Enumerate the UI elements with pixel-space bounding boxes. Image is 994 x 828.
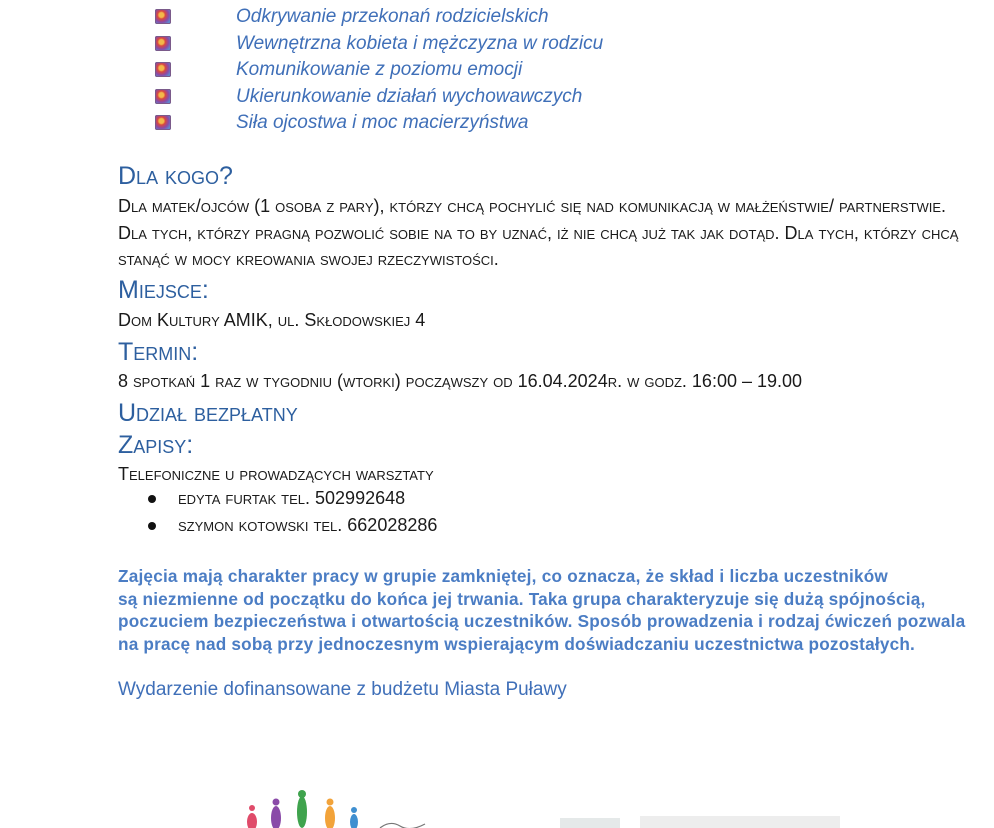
- topic-text: Komunikowanie z poziomu emocji: [236, 59, 523, 80]
- flower-bullet-icon: [155, 9, 171, 24]
- info-line: są niezmienne od początku do końca jej trwania. Taka grupa charakteryzuje się dużą spójnością,: [118, 588, 926, 609]
- flower-bullet-icon: [155, 89, 171, 104]
- topic-text: Wewnętrzna kobieta i mężczyzna w rodzicu: [236, 32, 604, 54]
- organization-logo-icon: [240, 788, 430, 828]
- contact-text: edyta furtak tel. 502992648: [178, 488, 406, 508]
- info-line: poczuciem bezpieczeństwa i otwartością uczestników. Sposób prowadzenia i rodzaj ćwiczeń pozwala: [118, 611, 966, 631]
- for-whom-line: Dla matek/ojców (1 osoba z pary), którzy chcą pochylić się nad komunikacją w małżeństwie/ partnerstwie.: [118, 196, 947, 216]
- info-line: Zajęcia mają charakter pracy w grupie zamkniętej, co oznacza, że skład i liczba uczestników: [118, 566, 888, 586]
- topic-text: Ukierunkowanie działań wychowawczych: [236, 85, 583, 107]
- contact-text: szymon kotowski tel. 662028286: [178, 515, 438, 535]
- list-item: [155, 110, 915, 137]
- participation-heading: Udział bezpłatny: [118, 399, 298, 427]
- for-whom-line: stanąć w mocy kreowania swojej rzeczywistości.: [118, 249, 499, 269]
- sponsor-logo-icon: [560, 812, 860, 828]
- for-whom-description: [118, 193, 959, 273]
- flower-bullet-icon: [155, 115, 171, 130]
- flower-bullet-icon: [155, 36, 171, 51]
- term-heading: Termin:: [118, 338, 199, 366]
- info-line: na pracę nad sobą przy jednoczesnym wspierającym doświadczaniu uczestnictwa pozostałych.: [118, 633, 916, 654]
- bullet-icon: [148, 522, 156, 530]
- term-value: 8 spotkań 1 raz w tygodniu (wtorki) począwszy od 16.04.2024r. w godz. 16:00 – 19.00: [118, 371, 803, 391]
- registration-heading: Zapisy:: [118, 431, 194, 459]
- list-item: [155, 4, 915, 31]
- place-heading: Miejsce:: [118, 276, 209, 304]
- flower-bullet-icon: [155, 62, 171, 77]
- list-item: [155, 31, 915, 58]
- registration-intro: Telefoniczne u prowadzących warsztaty: [118, 464, 434, 484]
- for-whom-line: Dla tych, którzy pragną pozwolić sobie na to by uznać, iż nie chcą już tak jak dotąd. Dla tych, którzy chcą: [118, 222, 959, 243]
- list-item: [155, 57, 915, 84]
- topic-text: Odkrywanie przekonań rodzicielskich: [236, 6, 549, 27]
- topic-text: Siła ojcostwa i moc macierzyństwa: [236, 112, 529, 133]
- funding-note: Wydarzenie dofinansowane z budżetu Miasta Puławy: [118, 679, 567, 700]
- place-value: Dom Kultury AMIK, ul. Skłodowskiej 4: [118, 310, 426, 330]
- list-item: [155, 84, 915, 111]
- topics-list: [155, 4, 915, 137]
- for-whom-heading: Dla kogo?: [118, 162, 233, 190]
- info-paragraph: [118, 565, 966, 655]
- bullet-icon: [148, 495, 156, 503]
